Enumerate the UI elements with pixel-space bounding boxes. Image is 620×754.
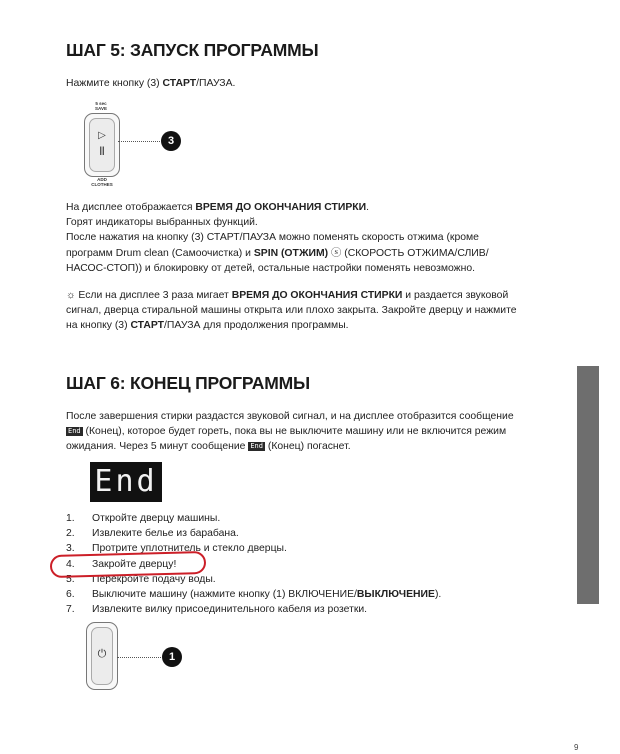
callout-leader-3 bbox=[118, 141, 160, 142]
step5-note bbox=[66, 288, 517, 334]
list-text: Закройте дверцу! bbox=[92, 558, 177, 570]
step5-intro bbox=[66, 76, 235, 91]
note-line bbox=[66, 318, 517, 333]
intro-text-end: /ПАУЗА. bbox=[196, 78, 236, 89]
text: Если на дисплее 3 раза мигает bbox=[75, 290, 232, 301]
list-item bbox=[66, 602, 441, 617]
step5-paragraph bbox=[66, 200, 489, 276]
list-number: 6. bbox=[66, 589, 75, 601]
text: (СКОРОСТЬ ОТЖИМА/СЛИВ/ bbox=[341, 247, 489, 259]
note-line bbox=[66, 288, 517, 303]
callout-leader-1 bbox=[117, 657, 161, 658]
end-display-icon: End bbox=[68, 427, 81, 436]
button-bottom-label-line1: ADD bbox=[97, 177, 107, 182]
list-number: 2. bbox=[66, 528, 75, 540]
list-text: Выключите машину (нажмите кнопку (1) ВКЛЮЧЕНИЕ/ bbox=[92, 589, 357, 601]
end-display: End bbox=[90, 462, 162, 502]
para-line: После нажатия на кнопку (3) СТАРТ/ПАУЗА можно поменять скорость отжима (кроме bbox=[66, 232, 479, 244]
list-item bbox=[66, 587, 441, 602]
intro-text: Нажмите кнопку (3) bbox=[66, 78, 163, 89]
list-text: Извлеките вилку присоединительного кабеля из розетки. bbox=[92, 604, 368, 616]
bold-text: SPIN (ОТЖИМ) bbox=[253, 247, 329, 259]
para-line bbox=[66, 439, 514, 454]
power-icon: ⏻ bbox=[97, 648, 107, 660]
spin-icon: ⓢ bbox=[330, 247, 342, 259]
tip-icon: ☼ bbox=[66, 290, 76, 301]
button-bottom-label bbox=[89, 177, 115, 187]
note-line: сигнал, дверца стиральной машины открыта или плохо закрыта. Закройте дверцу и нажмите bbox=[66, 305, 517, 317]
highlight-ring bbox=[50, 551, 207, 578]
intro-bold: СТАРТ bbox=[162, 78, 197, 89]
list-text: Перекройте подачу воды. bbox=[92, 573, 216, 585]
step6-heading: ШАГ 6: КОНЕЦ ПРОГРАММЫ bbox=[66, 373, 310, 393]
para-line bbox=[66, 424, 514, 439]
list-number: 5. bbox=[66, 573, 75, 585]
start-pause-button-face bbox=[89, 118, 115, 172]
bold-text: ВРЕМЯ ДО ОКОНЧАНИЯ СТИРКИ bbox=[195, 202, 367, 213]
page-footer-mark: 9 bbox=[574, 743, 579, 752]
para-line: После завершения стирки раздастся звуковой сигнал, и на дисплее отобразится сообщение bbox=[66, 411, 514, 422]
bold-text: СТАРТ bbox=[130, 320, 165, 332]
list-bold-text: ВЫКЛЮЧЕНИЕ bbox=[356, 589, 435, 601]
list-number: 7. bbox=[66, 604, 75, 616]
text: на кнопку (3) bbox=[66, 320, 131, 332]
section-side-tab bbox=[577, 366, 599, 604]
list-text: Протрите уплотнитель и стекло дверцы. bbox=[92, 543, 287, 555]
step5-heading: ШАГ 5: ЗАПУСК ПРОГРАММЫ bbox=[66, 40, 319, 60]
list-item bbox=[66, 511, 441, 526]
list-text: Откройте дверцу машины. bbox=[92, 513, 221, 524]
button-top-label-line1: 5 sec bbox=[95, 101, 107, 106]
para-line bbox=[66, 200, 489, 215]
text: (Конец), которое будет гореть, пока вы не выключите машину или не включится режим bbox=[82, 426, 507, 438]
para-line bbox=[66, 246, 489, 261]
button-top-label-line2: SAVE bbox=[95, 106, 107, 111]
power-button[interactable] bbox=[86, 622, 118, 690]
para-line: НАСОС-СТОП)) и блокировку от детей, остальные настройки поменять невозможно. bbox=[66, 262, 475, 274]
button-top-label bbox=[91, 101, 111, 111]
play-icon: ▷ bbox=[98, 130, 106, 141]
text: /ПАУЗА для продолжения программы. bbox=[164, 320, 349, 332]
list-number: 1. bbox=[66, 513, 75, 524]
list-number: 4. bbox=[66, 558, 75, 570]
text: . bbox=[366, 202, 369, 213]
text: и раздается звуковой bbox=[402, 290, 509, 301]
list-item bbox=[66, 526, 441, 541]
button-bottom-label-line2: CLOTHES bbox=[91, 182, 113, 187]
text: ожидания. Через 5 минут сообщение bbox=[66, 441, 249, 453]
pause-icon: || bbox=[99, 145, 105, 155]
step6-paragraph bbox=[66, 409, 514, 455]
text: На дисплее отображается bbox=[66, 202, 196, 213]
bold-text: ВРЕМЯ ДО ОКОНЧАНИЯ СТИРКИ bbox=[231, 290, 403, 301]
end-display-icon: End bbox=[250, 442, 263, 451]
start-pause-button[interactable] bbox=[84, 113, 120, 177]
list-text: Извлеките белье из барабана. bbox=[92, 528, 239, 540]
power-button-face bbox=[91, 627, 113, 685]
text: программ Drum clean (Самоочистка) и bbox=[66, 247, 254, 259]
list-text-end: ). bbox=[434, 589, 442, 601]
para-line: Горят индикаторы выбранных функций. bbox=[66, 217, 258, 229]
callout-1: 1 bbox=[162, 647, 182, 667]
text: (Конец) погаснет. bbox=[264, 441, 351, 453]
list-number: 3. bbox=[66, 543, 75, 555]
callout-3: 3 bbox=[161, 131, 181, 151]
